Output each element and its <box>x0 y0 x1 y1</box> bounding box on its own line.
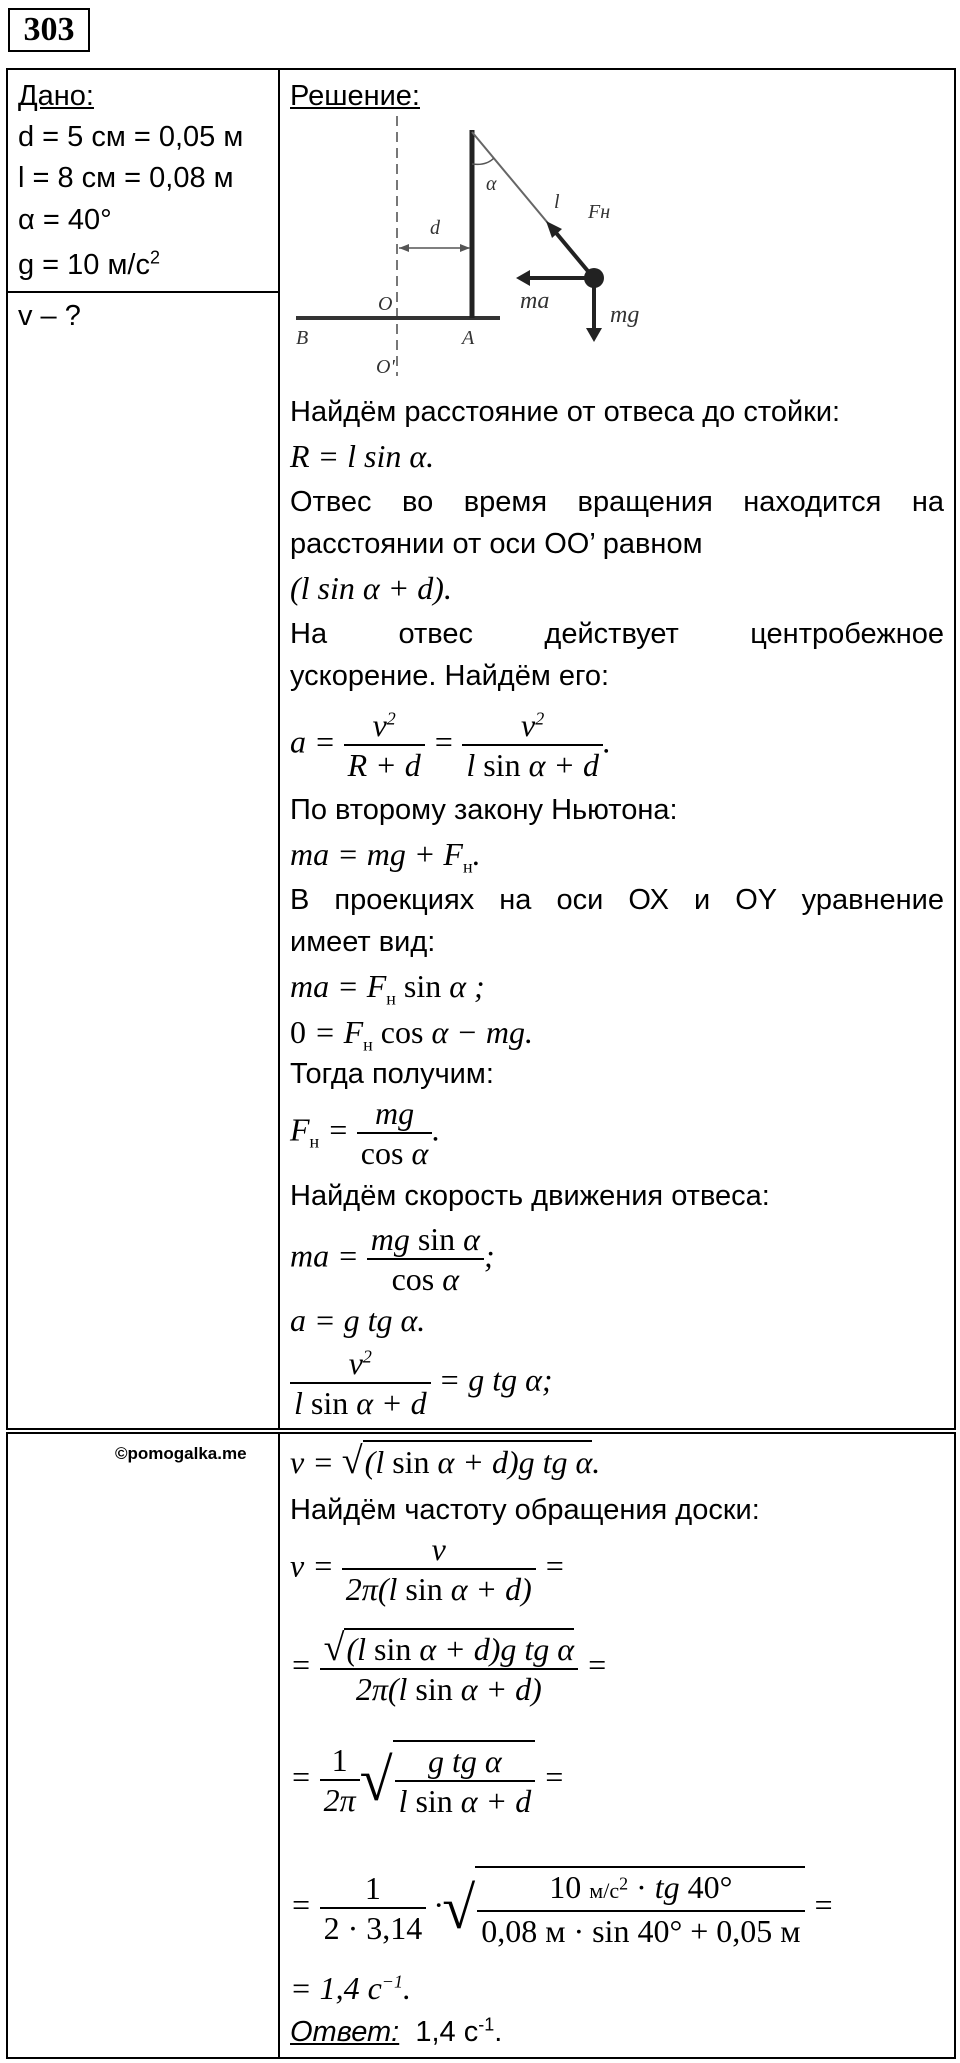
given-line: g = 10 $м/с^2$ <box>18 247 161 281</box>
formula-fn: $F_н$ = $\frac{mg}{\text{cos α}}$ . <box>290 1095 441 1171</box>
text-line: Тогда получим: <box>290 1058 494 1090</box>
text-line: Найдём расстояние от отвеса до стойки: <box>290 396 841 428</box>
formula-distance: (l sin α + d). <box>290 570 452 606</box>
label-o: O <box>378 293 393 315</box>
formula-oy: $0 = F_н$ cos α − mg. <box>290 1014 533 1055</box>
formula-result: = 1,4 $с^{-1}$. <box>290 1970 411 2006</box>
formula-v: v = √(l sin α + d)g tg α. <box>290 1440 601 1482</box>
label-o-prime: O' <box>376 356 395 378</box>
label-d: d <box>430 217 440 239</box>
formula-r: R = l sin α. <box>290 438 435 474</box>
text-line: Найдём скорость движения отвеса: <box>290 1180 770 1212</box>
text-line: В проекциях на оси ОХ и ОY уравнение <box>290 884 944 916</box>
label-b: B <box>296 327 309 349</box>
unknown: v – ? <box>18 300 81 332</box>
answer: Ответ: 1,4 $с^{-1}$. <box>290 2014 503 2048</box>
formula-nu1: ν = $\frac{v}{\text{2π(l sin α + d)}}$ = <box>290 1531 566 1607</box>
given-line: α = 40° <box>18 204 112 236</box>
text-line: На отвес действует центробежное <box>290 618 944 650</box>
label-ma: ma <box>520 288 550 314</box>
text-line: имеет вид: <box>290 926 436 958</box>
text-line: По второму закону Ньютона: <box>290 794 678 826</box>
problem-number: 303 <box>8 8 90 52</box>
label-mg: mg <box>610 302 640 328</box>
pendulum-figure <box>290 108 690 383</box>
formula-vsq: $\frac{v^2}{\text{l sin α + d}}$ = g tg α; <box>290 1344 553 1428</box>
text-line: Отвес во время вращения находится на <box>290 486 944 518</box>
text-line: расстоянии от оси ОО’ равном <box>290 528 703 560</box>
formula-nu4: = $\frac{1}{2 \cdot 3,14}$ ·√ $\frac{10 м/с^2 \cdot tg 40^\circ}{0,08 м \cdot \sin 40^\circ + 0,05 м}$ = <box>290 1866 834 1950</box>
formula-accel: a = $\frac{v^2}{R + d}$ = $\frac{v^2}{\text{l sin α + d}}$ . <box>290 707 611 783</box>
watermark: ©pomogalka.me <box>115 1444 247 1463</box>
label-l: l <box>554 191 560 213</box>
label-alpha: α <box>486 173 497 195</box>
formula-nu3: = $\frac{1}{2\pi}$ √ $\frac{\text{g tg α}}{\text{l sin α + d}}$ = <box>290 1742 565 1819</box>
given-line: l = 8 см = 0,08 м <box>18 162 234 194</box>
text-line: Найдём частоту обращения доски: <box>290 1494 760 1526</box>
solution-title: Решение: <box>290 80 420 112</box>
column-divider-bottom <box>278 1432 280 2059</box>
formula-newton: ma = mg + $F_н$. <box>290 836 481 877</box>
formula-nu2: = $\frac{\text{√(l sin α + d)g tg α}}{\text{2π(l sin α + d)}}$ = <box>290 1627 608 1707</box>
given-divider <box>6 291 279 293</box>
given-title: Дано: <box>18 80 94 112</box>
text-line: ускорение. Найдём его: <box>290 660 610 692</box>
label-a: A <box>462 327 475 349</box>
given-line: d = 5 см = 0,05 м <box>18 121 244 153</box>
column-divider <box>278 68 280 1430</box>
formula-ma: ma = $\frac{\text{mg sin α}}{\text{cos α}}$ ; <box>290 1221 495 1297</box>
formula-a: a = g tg α. <box>290 1302 426 1338</box>
label-fn: Fн <box>588 201 611 223</box>
formula-ox: ma = $F_н$ sin α ; <box>290 968 485 1009</box>
